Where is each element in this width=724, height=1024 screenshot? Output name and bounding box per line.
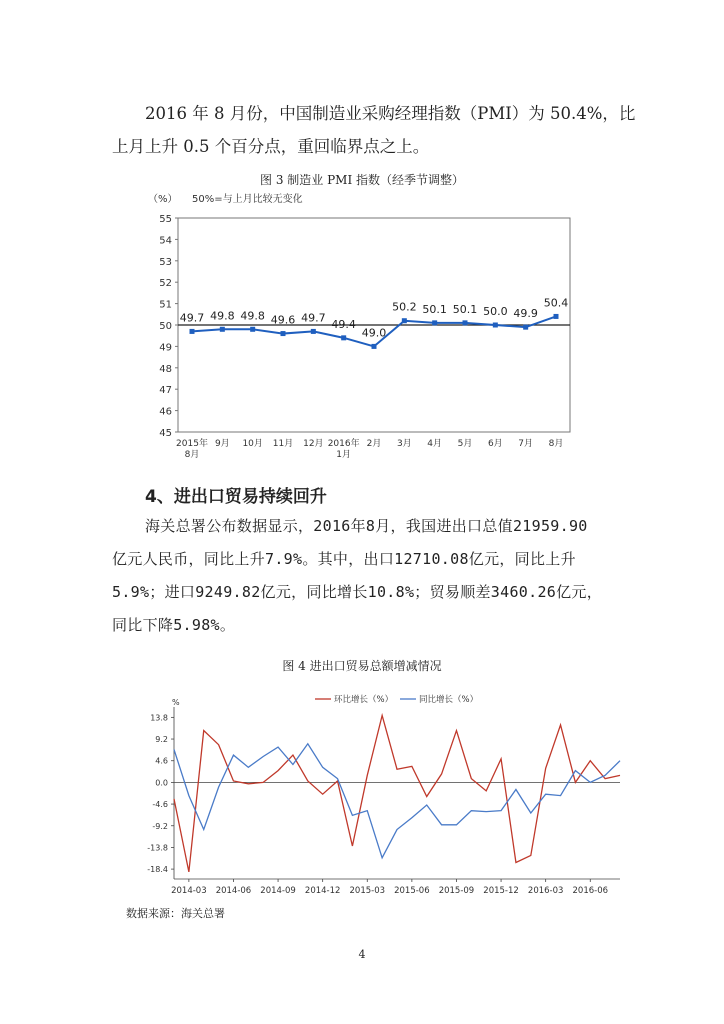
pmi-point — [372, 344, 377, 349]
pmi-point — [402, 318, 407, 323]
data-label: 50.2 — [392, 300, 417, 314]
y-tick-label: -9.2 — [152, 821, 168, 831]
x-tick-label: 2016年 1月 — [327, 439, 360, 460]
data-label: 49.9 — [513, 307, 538, 321]
y-tick-label: 49 — [159, 342, 172, 354]
x-tick-label: 5月 — [457, 439, 473, 449]
section-heading: 4、进出口贸易持续回升 — [145, 487, 327, 507]
pmi-point — [493, 323, 498, 328]
x-tick-label: 6月 — [487, 439, 503, 449]
data-label: 49.0 — [361, 326, 387, 340]
data-label: 49.7 — [301, 311, 326, 325]
y-tick-label: 51 — [159, 299, 172, 311]
x-tick-label: 2015-09 — [438, 886, 475, 896]
x-tick-label: 7月 — [518, 439, 534, 449]
data-label: 49.8 — [240, 309, 265, 323]
y-axis — [159, 214, 178, 439]
y-tick-label: 47 — [159, 385, 172, 397]
mom-growth-line — [174, 715, 620, 871]
data-label: 49.4 — [331, 317, 356, 331]
y-tick-label: 50 — [159, 321, 172, 332]
y-tick-label: 46 — [159, 406, 172, 418]
y-tick-label: 4.6 — [155, 756, 168, 766]
chart-unit-label: （%） — [148, 194, 178, 205]
paragraph-line: 海关总署公布数据显示，2016年8月，我国进出口总值21959.90 — [145, 517, 588, 535]
x-tick-label: 2014-09 — [260, 886, 296, 896]
legend-label: 同比增长（%） — [419, 695, 479, 705]
data-label: 49.7 — [179, 311, 205, 325]
x-tick-label: 2014-12 — [304, 886, 341, 896]
x-tick-label: 2015-03 — [349, 886, 386, 896]
x-tick-label: 3月 — [396, 439, 412, 449]
x-tick-label: 8月 — [548, 439, 564, 449]
x-tick-label: 2014-03 — [171, 886, 207, 896]
y-tick-label: -13.8 — [147, 843, 168, 853]
y-tick-label: -18.4 — [147, 865, 168, 875]
figure3-caption: 图 3 制造业 PMI 指数（经季节调整） — [260, 173, 464, 187]
pmi-point — [250, 327, 255, 332]
x-tick-label: 2016-06 — [572, 886, 609, 896]
x-tick-label: 2月 — [366, 439, 382, 449]
x-tick-label: 2015-12 — [483, 886, 519, 896]
page-number: 4 — [358, 948, 366, 961]
data-label: 49.6 — [270, 313, 296, 327]
y-tick-label: 52 — [159, 278, 172, 290]
paragraph-line: 5.9%；进口9249.82亿元，同比增长10.8%；贸易顺差3460.26亿元， — [112, 583, 603, 601]
pmi-point — [190, 329, 195, 334]
x-tick-label: 2014-06 — [215, 886, 252, 896]
yoy-growth-line — [174, 744, 620, 858]
data-label: 50.4 — [543, 296, 569, 310]
legend — [315, 694, 478, 705]
x-tick-label: 2016-03 — [527, 886, 564, 896]
data-label: 49.8 — [210, 309, 235, 323]
y-tick-label: 9.2 — [155, 735, 168, 745]
trade-line-chart — [130, 685, 630, 905]
pmi-point — [432, 320, 437, 325]
chart-unit-label: % — [172, 698, 180, 707]
y-tick-label: 54 — [159, 235, 172, 247]
legend-label: 环比增长（%） — [334, 695, 394, 705]
x-tick-label: 2015年 8月 — [176, 439, 208, 460]
y-tick-label: 13.8 — [150, 713, 168, 723]
paragraph-line: 上月上升 0.5 个百分点，重回临界点之上。 — [112, 137, 430, 156]
pmi-point — [311, 329, 316, 334]
y-tick-label: 53 — [159, 256, 172, 268]
paragraph-pmi — [112, 97, 636, 163]
figure4-caption: 图 4 进出口贸易总额增减情况 — [282, 659, 442, 673]
data-source: 数据来源：海关总署 — [126, 907, 225, 920]
y-tick-label: -4.6 — [152, 800, 168, 810]
x-tick-label: 9月 — [214, 439, 230, 449]
pmi-point — [554, 314, 559, 319]
x-tick-label: 12月 — [303, 439, 324, 449]
pmi-point — [523, 325, 528, 330]
x-tick-label: 11月 — [272, 439, 294, 449]
data-label: 50.1 — [452, 302, 478, 316]
pmi-point — [463, 320, 468, 325]
pmi-point — [220, 327, 225, 332]
paragraph-line: 亿元人民币，同比上升7.9%。其中，出口12710.08亿元，同比上升 — [112, 550, 576, 568]
chart-note: 50%=与上月比较无变化 — [192, 194, 303, 205]
paragraph-line: 同比下降5.98%。 — [112, 616, 236, 634]
x-tick-label: 10月 — [242, 439, 263, 449]
data-label: 50.1 — [422, 302, 447, 316]
pmi-point — [281, 331, 286, 336]
y-tick-label: 48 — [159, 363, 172, 375]
y-tick-label: 55 — [159, 214, 172, 225]
x-axis — [171, 879, 620, 896]
data-label: 50.0 — [483, 305, 508, 318]
pmi-line-chart — [140, 188, 580, 468]
pmi-point — [341, 335, 346, 340]
y-tick-label: 45 — [159, 428, 172, 439]
x-axis — [176, 437, 563, 460]
y-tick-label: 0.0 — [155, 778, 168, 788]
paragraph-trade — [112, 510, 612, 642]
paragraph-line: 2016 年 8 月份，中国制造业采购经理指数（PMI）为 50.4%，比 — [145, 104, 636, 123]
y-axis — [147, 707, 174, 879]
x-tick-label: 2015-06 — [394, 886, 430, 896]
x-tick-label: 4月 — [427, 439, 443, 449]
